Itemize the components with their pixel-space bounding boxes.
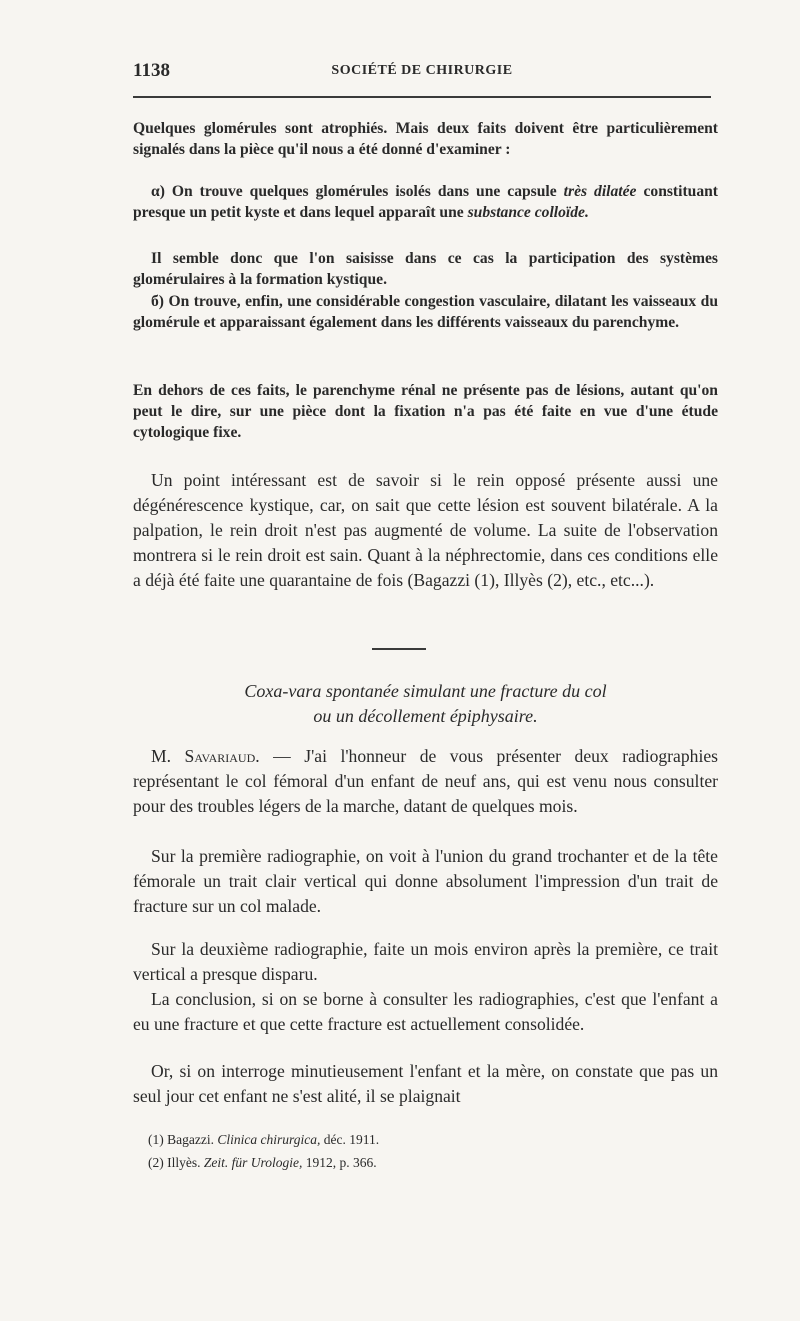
header-rule: [133, 96, 711, 98]
paragraph-participation: [133, 248, 718, 290]
paragraph-text: La conclusion, si on se borne à consulter les radiographies, c'est que l'enfant a eu une fracture et que cette fracture est actuellement consolidée.: [133, 989, 718, 1034]
paragraph-conclusion: [133, 987, 718, 1037]
alpha-italic-1: très dilatée: [563, 183, 637, 200]
paragraph-beta: [133, 291, 718, 333]
footnote-1: [148, 1131, 379, 1149]
alpha-text-b: constituant presque un petit kyste et dans lequel apparaît une: [133, 183, 718, 221]
paragraph-text: Quelques glomérules sont atrophiés. Mais deux faits doivent être particulièrement signalés dans la pièce qu'il nous a été donné d'examiner :: [133, 120, 718, 158]
section-title: [133, 679, 718, 729]
running-title: SOCIÉTÉ DE CHIRURGIE: [331, 63, 513, 78]
page-header: [133, 60, 711, 86]
paragraph-savariaud: [133, 744, 718, 819]
alpha-italic-2: substance colloïde.: [467, 204, 589, 221]
paragraph-text: Un point intéressant est de savoir si le rein opposé présente aussi une dégénérescence kystique, car, on sait que cette lésion est souvent bilatérale. A la palpation, le rein droit n'est pas augmenté de volume. La suite de l'observation montrera si le rein droit est sain. Quant à la néphrectomie, dans ces conditions elle a déjà été faite une quarantaine de fois (Bagazzi (1), Illyès (2), etc., etc...).: [133, 470, 718, 590]
paragraph-alpha: [133, 181, 718, 223]
footnote-1-italic: Clinica chirurgica,: [217, 1132, 321, 1147]
paragraph-text: б) On trouve, enfin, une considérable congestion vasculaire, dilatant les vaisseaux du glomérule et apparaissant également dans les différents vaisseaux du parenchyme.: [133, 293, 718, 331]
section-separator: [372, 648, 426, 650]
footnote-2-text-b: 1912, p. 366.: [302, 1155, 377, 1170]
paragraph-text: En dehors de ces faits, le parenchyme rénal ne présente pas de lésions, autant qu'on peut le dire, sur une pièce dont la fixation n'a pas été faite en vue d'une étude cytologique fixe.: [133, 382, 718, 441]
section-title-line-1: Coxa-vara spontanée simulant une fracture du col: [244, 681, 607, 701]
paragraph-interrogation: [133, 1059, 718, 1109]
paragraph-text: Sur la première radiographie, on voit à l'union du grand trochanter et de la tête fémorale un trait clair vertical qui donne absolument l'impression d'un trait de fracture sur un col malade.: [133, 846, 718, 916]
paragraph-rein-oppose: [133, 468, 718, 593]
footnote-2-text-a: (2) Illyès.: [148, 1155, 204, 1170]
paragraph-premiere-radiographie: [133, 844, 718, 919]
page-number: 1138: [133, 60, 170, 81]
paragraph-text: Il semble donc que l'on saisisse dans ce cas la participation des systèmes glomérulaires à la formation kystique.: [133, 250, 718, 288]
speaker-name: M. Savariaud.: [151, 746, 260, 766]
paragraph-text: Sur la deuxième radiographie, faite un mois environ après la première, ce trait vertical a presque disparu.: [133, 939, 718, 984]
paragraph-glomerules: [133, 118, 718, 160]
footnote-2-italic: Zeit. für Urologie,: [203, 1155, 303, 1170]
paragraph-text: Or, si on interroge minutieusement l'enfant et la mère, on constate que pas un seul jour cet enfant ne s'est alité, il se plaignait: [133, 1061, 718, 1106]
footnote-1-text-a: (1) Bagazzi.: [148, 1132, 218, 1147]
section-title-line-2: ou un décollement épiphysaire.: [313, 706, 538, 726]
alpha-text-a: α) On trouve quelques glomérules isolés dans une capsule: [151, 183, 564, 200]
paragraph-deuxieme-radiographie: [133, 937, 718, 987]
paragraph-text: — J'ai l'honneur de vous présenter deux radiographies représentant le col fémoral d'un enfant de neuf ans, qui est venu nous consulter pour des troubles légers de la marche, datant de quelques mois.: [133, 746, 718, 816]
footnote-1-text-b: déc. 1911.: [320, 1132, 380, 1147]
footnote-2: [148, 1154, 377, 1172]
paragraph-en-dehors: [133, 380, 718, 443]
